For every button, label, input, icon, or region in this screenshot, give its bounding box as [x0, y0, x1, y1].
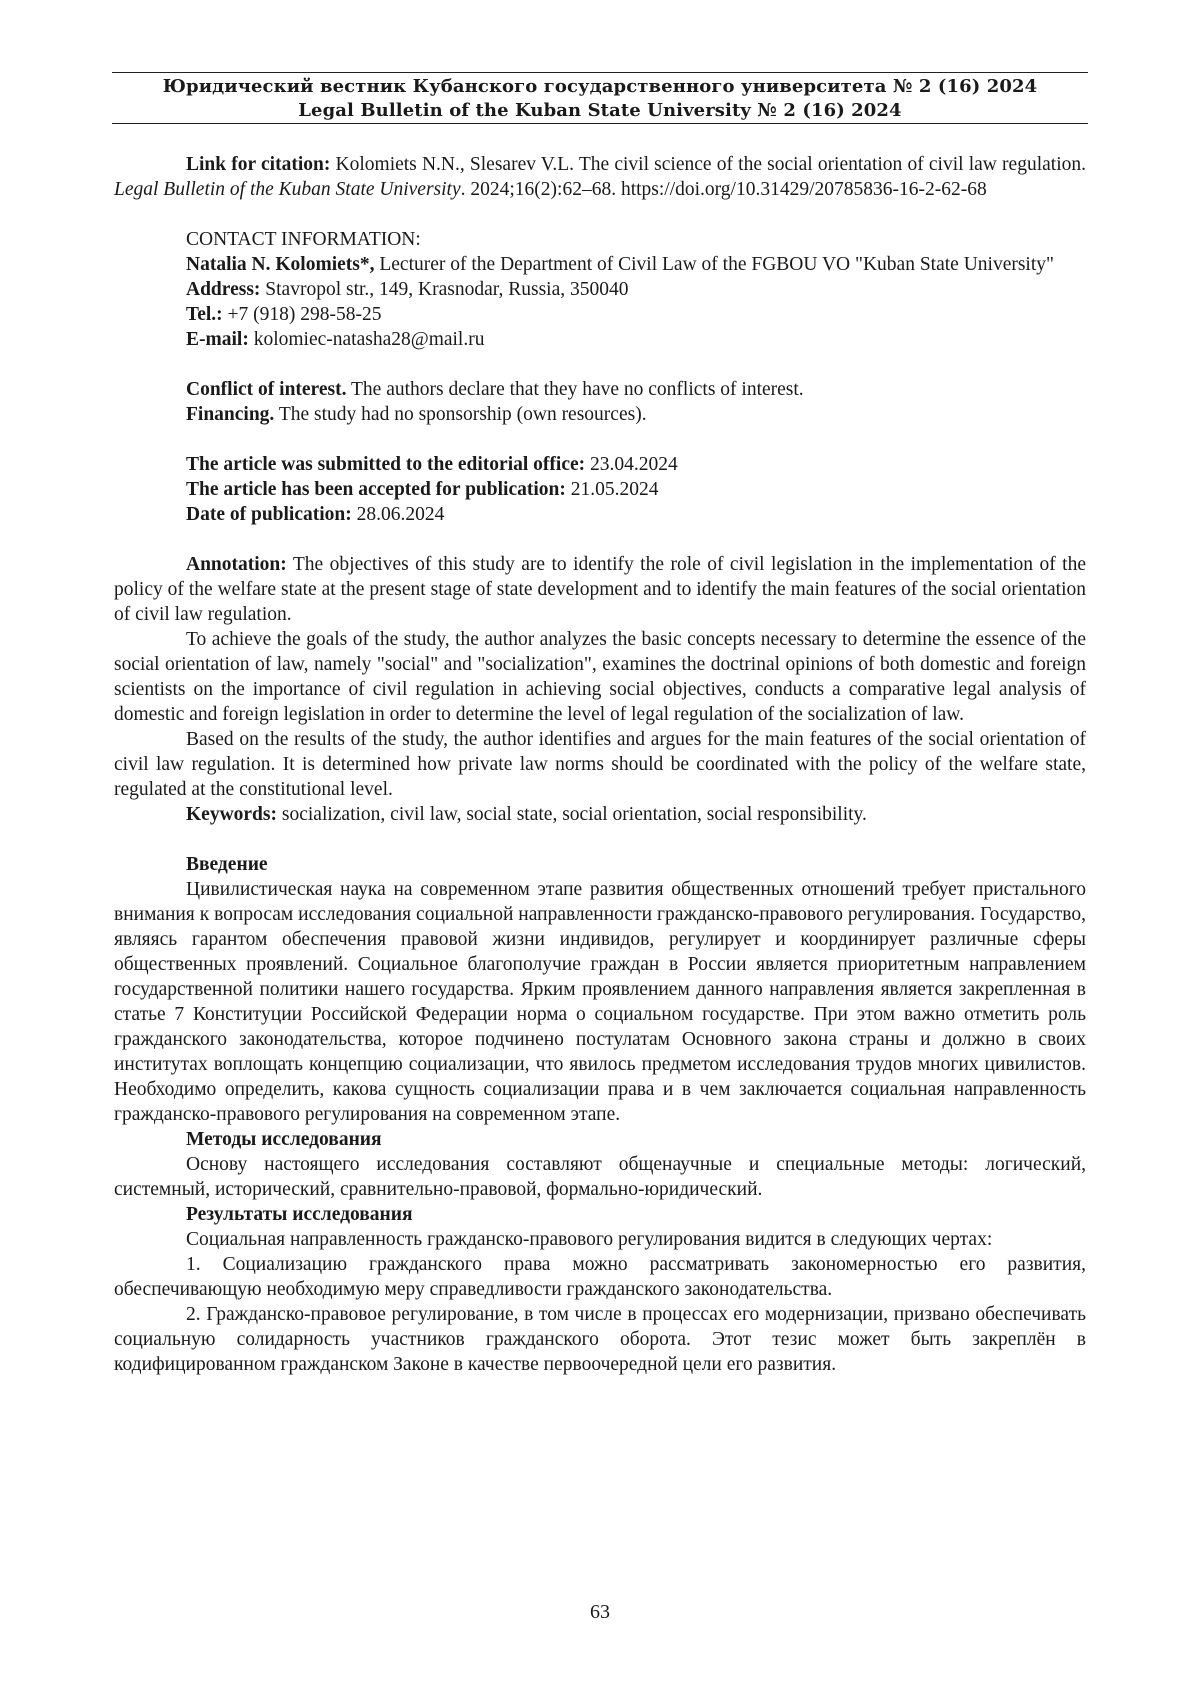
header-rule-bottom — [112, 123, 1088, 124]
tel-value: +7 (918) 298-58-25 — [222, 304, 382, 325]
tel-label: Tel.: — [186, 304, 223, 325]
annotation-label: Annotation: — [186, 554, 287, 575]
published-label: Date of publication: — [186, 504, 352, 525]
conflict-label: Conflict of interest. — [186, 379, 347, 400]
citation-details: . 2024;16(2):62–68. https://doi.org/10.31429/20785836-16-2-62-68 — [460, 179, 987, 200]
email-value: kolomiec-natasha28@mail.ru — [248, 329, 485, 350]
citation-text: Kolomiets N.N., Slesarev V.L. The civil science of the social orientation of civil law regulation. — [330, 154, 1086, 175]
section-heading-results: Результаты исследования — [186, 1204, 413, 1225]
email-label: E-mail: — [186, 329, 249, 350]
intro-paragraph: Цивилистическая наука на современном этапе развития общественных отношений требует пристального внимания к вопросам исследования социальной направленности гражданско-правового регулирования. Государство, являясь гарантом обеспечения правовой жизни индивидов, регулирует и координирует различные сферы общественных проявлений. Социальное благополучие граждан в России является приоритетным направлением государственной политики нашего государства. Ярким проявлением данного направления является закрепленная в статье 7 Конституции Российской Федерации норма о социальном государстве. При этом важно отметить роль гражданского законодательства, которое подчинено постулатам Основного закона страны и должно в своих институтах воплощать концепцию социализации, что явилось предметом исследования трудов многих цивилистов. Необходимо определить, какова сущность социализации права и в чем заключается социальная направленность гражданско-правового регулирования на современном этапе. — [114, 879, 1086, 1125]
result-item-2: 2. Гражданско-правовое регулирование, в том числе в процессах его модернизации, призвано обеспечивать социальную солидарность участников гражданского оборота. Этот тезис может быть закреплён в кодифицированном гражданском Законе в качестве первоочередной цели его развития. — [114, 1304, 1086, 1375]
methods-paragraph: Основу настоящего исследования составляют общенаучные и специальные методы: логический, системный, исторический, сравнительно-правовой, формально-юридический. — [114, 1154, 1086, 1200]
published-line — [186, 502, 1086, 527]
section-heading-methods: Методы исследования — [186, 1129, 382, 1150]
submitted-label: The article was submitted to the editorial office: — [186, 454, 586, 475]
citation-block — [114, 152, 1086, 202]
section-heading-intro: Введение — [186, 854, 268, 875]
results-intro-paragraph: Социальная направленность гражданско-правового регулирования видится в следующих чертах: — [186, 1229, 993, 1250]
keywords-text: socialization, civil law, social state, social orientation, social responsibility. — [277, 804, 867, 825]
citation-journal: Legal Bulletin of the Kuban State University — [114, 179, 461, 200]
submitted-line — [186, 452, 1086, 477]
header-rule-top — [112, 72, 1088, 73]
page-number: 63 — [590, 1601, 610, 1623]
financing-line — [186, 402, 1086, 427]
address-label: Address: — [186, 279, 261, 300]
financing-label: Financing. — [186, 404, 275, 425]
journal-header-en: Legal Bulletin of the Kuban State University № 2 (16) 2024 — [298, 100, 902, 121]
citation-label: Link for citation: — [186, 154, 331, 175]
contact-heading: CONTACT INFORMATION: — [186, 229, 421, 250]
address-value: Stavropol str., 149, Krasnodar, Russia, 350040 — [260, 279, 629, 300]
article-content — [114, 152, 1086, 1377]
financing-text: The study had no sponsorship (own resources). — [274, 404, 647, 425]
keywords-label: Keywords: — [186, 804, 277, 825]
accepted-line — [186, 477, 1086, 502]
author-name: Natalia N. Kolomiets*, — [186, 254, 375, 275]
annotation-paragraph-3: Based on the results of the study, the author identifies and argues for the main features of the social orientation of civil law regulation. It is determined how private law norms should be coordinated with the policy of the welfare state, regulated at the constitutional level. — [114, 729, 1086, 800]
tel-line — [186, 302, 1086, 327]
result-item-1: 1. Социализацию гражданского права можно рассматривать закономерностью его развития, обеспечивающую необходимую меру справедливости гражданского законодательства. — [114, 1254, 1086, 1300]
annotation-paragraph-1 — [114, 552, 1086, 627]
journal-header-ru: Юридический вестник Кубанского государственного университета № 2 (16) 2024 — [162, 76, 1038, 97]
annotation-paragraph-2: To achieve the goals of the study, the author analyzes the basic concepts necessary to determine the essence of the social orientation of law, namely "social" and "socialization", examines the doctrinal opinions of both domestic and foreign scientists on the importance of civil regulation in achieving social objectives, conducts a comparative legal analysis of domestic and foreign legislation in order to determine the level of legal regulation of the socialization of law. — [114, 629, 1086, 725]
conflict-line — [186, 377, 1086, 402]
accepted-date: 21.05.2024 — [565, 479, 659, 500]
accepted-label: The article has been accepted for publication: — [186, 479, 566, 500]
annotation-text-1: The objectives of this study are to identify the role of civil legislation in the implementation of the policy of the welfare state at the present stage of state development and to identify the main features of the social orientation of civil law regulation. — [114, 554, 1086, 625]
submitted-date: 23.04.2024 — [585, 454, 678, 475]
keywords-line — [114, 802, 1086, 827]
published-date: 28.06.2024 — [351, 504, 445, 525]
email-line — [186, 327, 1086, 352]
address-line — [186, 277, 1086, 302]
conflict-text: The authors declare that they have no conflicts of interest. — [346, 379, 804, 400]
author-position: Lecturer of the Department of Civil Law of the FGBOU VO "Kuban State University" — [374, 254, 1054, 275]
author-info — [114, 252, 1086, 277]
